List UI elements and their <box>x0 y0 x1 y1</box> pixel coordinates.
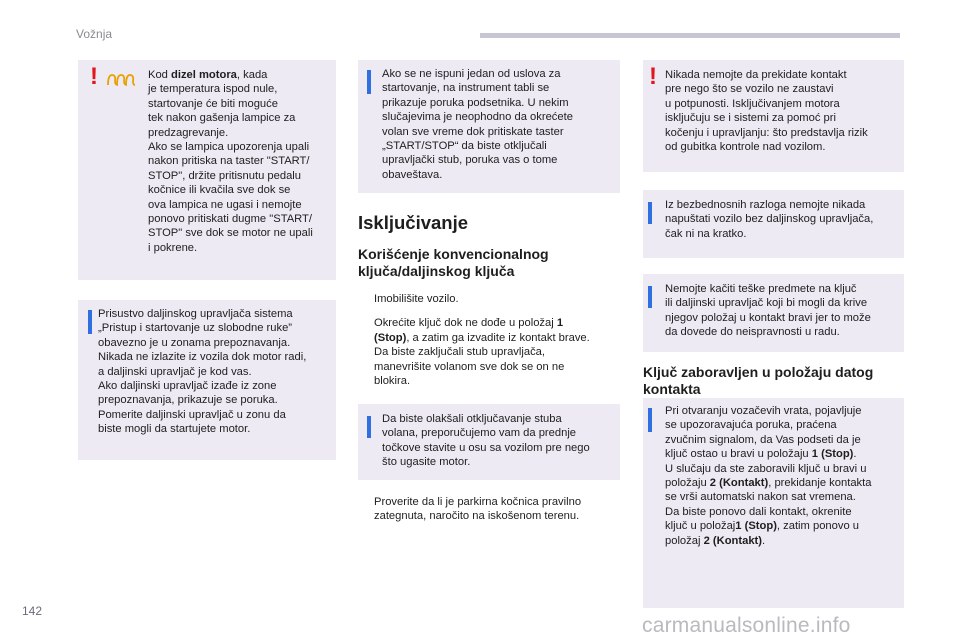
remote-safety-box <box>643 190 904 258</box>
box-text-bold: dizel motora <box>171 69 237 81</box>
steps-list <box>360 292 622 388</box>
box-text: ključ ostao u bravi u položaju <box>665 448 812 461</box>
info-icon <box>88 310 92 334</box>
box-text: Nikada nemojte da prekidate kontakt <box>665 69 847 81</box>
warning-icon: ! <box>90 63 98 90</box>
box-text: STOP", držite pritisnutu pedalu <box>148 169 302 182</box>
box-text: da dovede do neispravnosti u radu. <box>665 326 840 339</box>
box-text: čak ni na kratko. <box>665 227 747 240</box>
list-item <box>360 316 622 345</box>
box-text: je temperatura ispod nule, <box>148 83 278 96</box>
sub-heading-line: Korišćenje konvencionalnog <box>358 246 549 262</box>
info-icon <box>367 70 371 94</box>
box-text: startovanje će biti moguće <box>148 97 278 110</box>
box-text: , kada <box>236 69 268 81</box>
box-text: zvučnim signalom, da Vas podseti da je <box>665 433 861 446</box>
box-text: slučajevima je neophodno da okrećete <box>382 111 573 124</box>
list-text: zategnuta, naročito na iskošenom terenu. <box>374 510 580 523</box>
box-text: . <box>853 448 857 461</box>
box-text: Kod <box>148 69 172 81</box>
glow-plug-icon <box>106 71 136 91</box>
info-icon <box>648 286 652 308</box>
box-text: se upozoravajuća poruka, praćena <box>665 419 837 432</box>
sub-heading-line: Ključ zaboravljen u položaju datog <box>643 364 874 380</box>
page-number: 142 <box>22 604 43 618</box>
box-text: tek nakon gašenja lampice za <box>148 112 296 125</box>
box-text: u potpunosti. Isključivanjem motora <box>665 97 840 110</box>
list-text: Da biste zaključali stub upravljača, <box>374 346 546 359</box>
box-text: ili daljinski upravljač koji bi mogli da krive <box>665 297 868 310</box>
bullet-icon <box>360 292 374 306</box>
bullet-icon <box>360 316 374 345</box>
box-text: ponovo pritiskati dugme "START/ <box>148 213 312 226</box>
box-text: njegov položaj u kontakt bravi jer to može <box>665 311 871 324</box>
box-text: Da biste olakšali otključavanje stuba <box>382 413 562 425</box>
box-text: što ugasite motor. <box>382 456 471 469</box>
info-icon <box>648 408 652 432</box>
box-text: kočnice ili kvačila sve dok se <box>148 184 291 197</box>
list-text-bold: 1 <box>556 317 564 330</box>
box-text: se vrši automatski nakon sat vremena. <box>665 491 856 504</box>
box-text: a daljinski upravljač je kod vas. <box>98 365 252 378</box>
box-text: „START/STOP“ da biste otključali <box>382 140 547 153</box>
box-text: položaju <box>665 477 710 490</box>
box-text: Nikada ne izlazite iz vozila dok motor radi, <box>98 351 307 364</box>
list-text: blokira. <box>374 375 411 388</box>
section-title: Vožnja <box>76 27 113 41</box>
box-text: i pokrene. <box>148 241 198 254</box>
box-text: ova lampica ne ugasi i nemojte <box>148 198 302 211</box>
list-text-bold: (Stop) <box>374 331 407 344</box>
box-text: Pomerite daljinski upravljač u zonu da <box>98 408 286 421</box>
box-text: Prisustvo daljinskog upravljača sistema <box>98 308 293 320</box>
list-item <box>360 345 622 388</box>
info-icon <box>648 202 652 224</box>
sub-heading-line: kontakta <box>643 381 701 397</box>
warning-icon: ! <box>649 63 657 90</box>
box-text: U slučaju da ste zaboravili ključ u bravi u <box>665 462 867 475</box>
list-text: Okrećite ključ dok ne dođe u položaj <box>374 317 557 330</box>
list-text: manevrišite volanom sve dok se on ne <box>374 360 565 373</box>
box-text: „Pristup i startovanje uz slobodne ruke” <box>98 322 293 335</box>
box-text: položaj <box>665 534 704 547</box>
box-text: upravljački stub, poruka vas o tome <box>382 154 558 167</box>
box-text: prepoznavanja, prikazuje se poruka. <box>98 394 278 407</box>
box-text: Ako daljinski upravljač izađe iz zone <box>98 380 277 393</box>
box-text: kočenju i upravljanju: što predstavlja rizik <box>665 126 868 139</box>
box-text: Pri otvaranju vozačevih vrata, pojavljuje <box>665 405 862 417</box>
box-text-bold: 2 (Kontakt) <box>703 534 762 547</box>
box-text: . <box>762 534 766 547</box>
watermark: carmanualsonline.info <box>642 614 851 637</box>
steps-list <box>360 495 622 524</box>
sub-heading <box>643 364 873 398</box>
box-text: prikazuje poruka podsetnika. U nekim <box>382 96 569 109</box>
box-text: nakon pritiska na taster "START/ <box>148 155 310 168</box>
box-text: Da biste ponovo dali kontakt, okrenite <box>665 505 852 518</box>
list-text: Imobilišite vozilo. <box>374 293 459 305</box>
box-text: Ako se lampica upozorenja upali <box>148 141 310 154</box>
sub-heading <box>358 246 549 280</box>
list-text: Proverite da li je parkirna kočnica pravilno <box>374 496 582 508</box>
box-text: volan sve vreme dok pritiskate taster <box>382 125 564 138</box>
box-text: obaveštava. <box>382 168 443 181</box>
bullet-icon <box>360 345 374 388</box>
box-text: točkove stavite u osu sa vozilom pre nego <box>382 441 590 454</box>
header-bar <box>480 33 900 38</box>
diesel-warning-box <box>78 60 336 280</box>
box-text-bold: 1 (Stop) <box>811 448 854 461</box>
box-text-bold: 1 (Stop) <box>735 520 777 533</box>
ignition-warning-box <box>643 60 904 172</box>
heavy-objects-box <box>643 274 904 352</box>
sub-heading-line: ključa/daljinskog ključa <box>358 263 515 279</box>
box-text: obavezno je u zonama prepoznavanja. <box>98 336 291 349</box>
list-text: , a zatim ga izvadite iz kontakt brave. <box>406 331 590 344</box>
box-text: STOP" sve dok se motor ne upali <box>148 227 313 240</box>
steering-tip-box <box>358 404 620 480</box>
box-text: Nemojte kačiti teške predmete na ključ <box>665 283 857 295</box>
remote-info-box <box>78 300 336 460</box>
bullet-icon <box>360 495 374 524</box>
box-text: startovanje, na instrument tabli se <box>382 82 550 95</box>
start-conditions-box <box>358 60 620 193</box>
key-forgotten-box <box>643 398 904 608</box>
box-text: , zatim ponovo u <box>776 520 860 533</box>
info-icon <box>367 416 371 438</box>
list-item <box>360 292 622 306</box>
box-text-bold: 2 (Kontakt) <box>709 477 769 490</box>
box-text: pre nego što se vozilo ne zaustavi <box>665 83 834 96</box>
box-text: biste mogli da startujete motor. <box>98 423 251 436</box>
box-text: , prekidanje kontakta <box>768 477 872 490</box>
box-text: isključuju se i sistemi za pomoć pri <box>665 112 836 125</box>
box-text: od gubitka kontrole nad vozilom. <box>665 141 826 154</box>
list-item <box>360 495 622 524</box>
section-heading: Isključivanje <box>358 212 469 233</box>
box-text: napuštati vozilo bez daljinskog upravljača, <box>665 213 874 226</box>
box-text: volana, preporučujemo vam da prednje <box>382 427 577 440</box>
box-text: predzagrevanje. <box>148 126 229 139</box>
box-text: Iz bezbednosnih razloga nemojte nikada <box>665 199 866 211</box>
box-text: ključ u položaj <box>665 520 736 533</box>
box-text: Ako se ne ispuni jedan od uslova za <box>382 68 561 80</box>
